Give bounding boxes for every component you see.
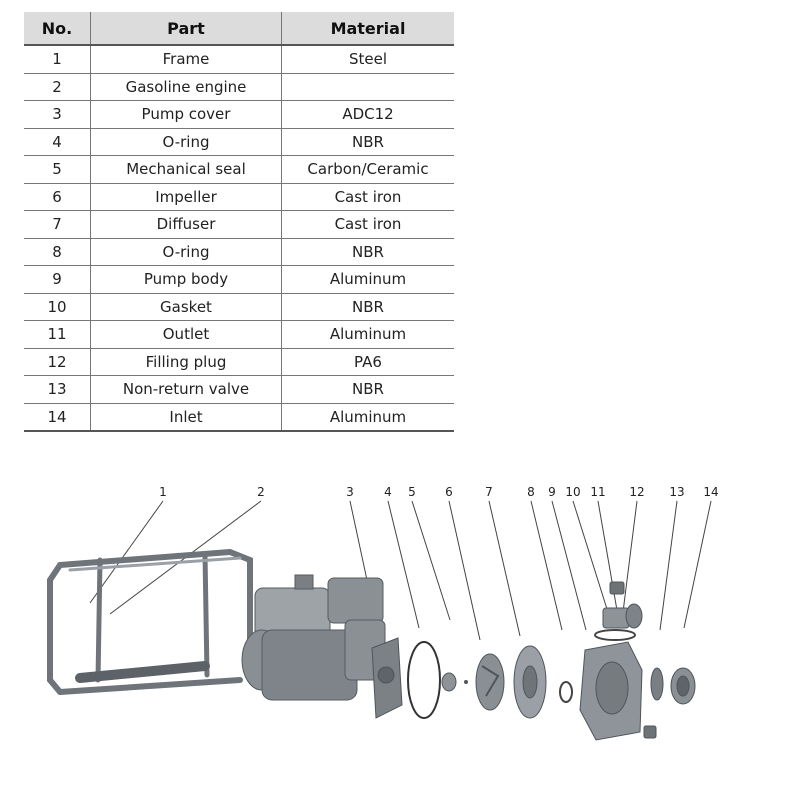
engine-part: [242, 575, 385, 700]
cell-material: Aluminum: [282, 266, 455, 294]
callout-label: 11: [590, 485, 606, 499]
cell-material: NBR: [282, 293, 455, 321]
cell-part: Impeller: [91, 183, 282, 211]
cell-material: Steel: [282, 45, 455, 73]
cell-part: Inlet: [91, 403, 282, 431]
cell-material: Aluminum: [282, 321, 455, 349]
cell-no: 10: [24, 293, 91, 321]
cell-no: 13: [24, 376, 91, 404]
table-row: [24, 348, 454, 376]
table-row: [24, 376, 454, 404]
non-return-valve-part: [651, 668, 663, 700]
table-header-row: [24, 12, 454, 45]
cell-material: NBR: [282, 238, 455, 266]
callout-label: 12: [629, 485, 645, 499]
table-row: [24, 73, 454, 101]
leader-line: [622, 501, 637, 620]
diffuser-part: [514, 646, 546, 718]
cell-material: Cast iron: [282, 183, 455, 211]
table-row: [24, 156, 454, 184]
o-ring-8-part: [560, 682, 572, 702]
cell-part: Frame: [91, 45, 282, 73]
cell-part: O-ring: [91, 238, 282, 266]
callout-label: 13: [669, 485, 685, 499]
o-ring-4-part: [408, 642, 440, 718]
callout-label: 4: [384, 485, 392, 499]
table-row: [24, 183, 454, 211]
callout-label: 10: [565, 485, 581, 499]
table-row: [24, 45, 454, 73]
gasket-part: [595, 630, 635, 640]
callout-label: 14: [703, 485, 719, 499]
cell-no: 9: [24, 266, 91, 294]
table-row: [24, 403, 454, 431]
callout-label: 2: [257, 485, 265, 499]
cell-no: 14: [24, 403, 91, 431]
cell-part: O-ring: [91, 128, 282, 156]
callout-label: 7: [485, 485, 493, 499]
cell-part: Diffuser: [91, 211, 282, 239]
cell-no: 6: [24, 183, 91, 211]
leader-line: [573, 501, 612, 625]
table-row: [24, 266, 454, 294]
leader-line: [684, 501, 711, 628]
cell-no: 12: [24, 348, 91, 376]
pump-body-part: [580, 642, 642, 740]
cell-material: NBR: [282, 128, 455, 156]
cell-material: NBR: [282, 376, 455, 404]
mechanical-seal-part: [442, 673, 468, 691]
cell-no: 11: [24, 321, 91, 349]
leader-line: [660, 501, 677, 630]
table-row: [24, 321, 454, 349]
cell-part: Pump cover: [91, 101, 282, 129]
leader-line: [388, 501, 419, 628]
leader-line: [412, 501, 450, 620]
cell-no: 3: [24, 101, 91, 129]
header-material: Material: [282, 12, 455, 45]
table-row: [24, 293, 454, 321]
cell-part: Filling plug: [91, 348, 282, 376]
exploded-view-diagram: [0, 470, 800, 800]
cell-material: Aluminum: [282, 403, 455, 431]
cell-part: Gasoline engine: [91, 73, 282, 101]
cell-part: Mechanical seal: [91, 156, 282, 184]
cell-material: Cast iron: [282, 211, 455, 239]
leader-line: [449, 501, 480, 640]
parts-table: [24, 12, 454, 432]
cell-no: 4: [24, 128, 91, 156]
cell-no: 7: [24, 211, 91, 239]
cell-material: ADC12: [282, 101, 455, 129]
header-no: No.: [24, 12, 91, 45]
callout-label: 6: [445, 485, 453, 499]
callout-labels: [159, 485, 718, 499]
table-row: [24, 101, 454, 129]
cell-part: Non-return valve: [91, 376, 282, 404]
leader-line: [598, 501, 618, 616]
cell-material: [282, 73, 455, 101]
impeller-part: [476, 654, 504, 710]
cell-material: Carbon/Ceramic: [282, 156, 455, 184]
cell-no: 1: [24, 45, 91, 73]
header-part: Part: [91, 12, 282, 45]
inlet-part: [671, 668, 695, 704]
table-row: [24, 128, 454, 156]
cell-part: Outlet: [91, 321, 282, 349]
outlet-part: [603, 604, 642, 628]
table-row: [24, 238, 454, 266]
cell-part: Gasket: [91, 293, 282, 321]
cell-no: 5: [24, 156, 91, 184]
cell-no: 8: [24, 238, 91, 266]
callout-label: 5: [408, 485, 416, 499]
leader-line: [489, 501, 520, 636]
cell-no: 2: [24, 73, 91, 101]
callout-label: 8: [527, 485, 535, 499]
cell-material: PA6: [282, 348, 455, 376]
callout-label: 9: [548, 485, 556, 499]
cell-part: Pump body: [91, 266, 282, 294]
frame-part: [50, 552, 250, 692]
pump-cover-part: [372, 638, 402, 718]
table-row: [24, 211, 454, 239]
callout-label: 3: [346, 485, 354, 499]
callout-label: 1: [159, 485, 167, 499]
